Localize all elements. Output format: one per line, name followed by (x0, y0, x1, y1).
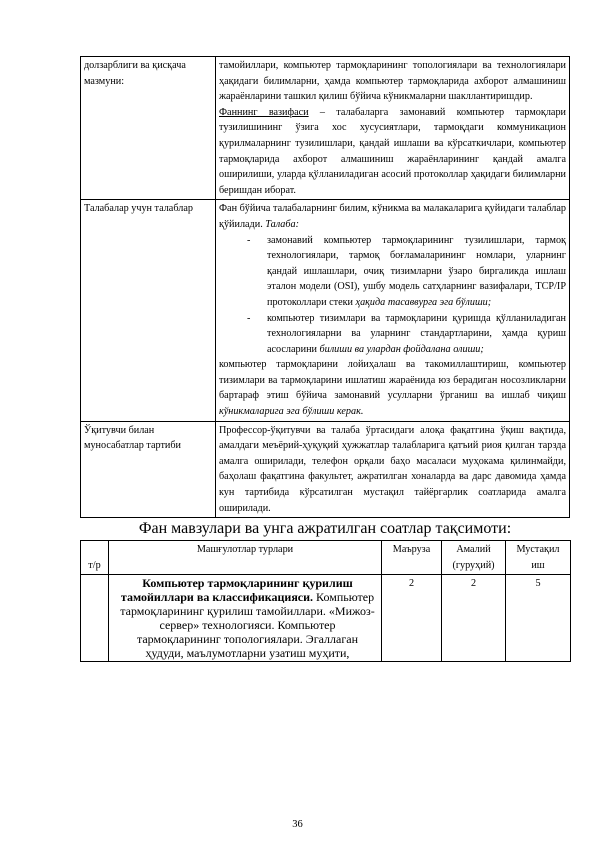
paragraph: компьютер тармоқларини лойиҳалаш ва такомиллаштириш, компьютер тизимлари ва тармоқларини ишлатиш жараёнида юз берадиган носозликларни бартараф этиш бўйича замонавий усулларни ўрганиш ва ишлаб чиқиш кўникмаларига эга бўлиши керак. (219, 359, 566, 418)
page-number: 36 (292, 819, 303, 830)
document-page (80, 56, 570, 662)
list-item: - компьютер тизимлари ва тармоқларини қуришда қўлланиладиган технологияларни ва уларнинг стандартларини, ҳамда қуриш асосларини билиши ва улардан фойдалана олиши; (247, 312, 566, 355)
row-label: Ўқитувчи билан муносабатлар тартиби (81, 421, 216, 518)
row-num (81, 575, 109, 662)
table-row (81, 575, 571, 662)
header-practice: Амалий (гуруҳий) (442, 541, 506, 575)
topic-description: Компьютер тармоқларининг қурилиш тамойиллари. «Мижоз-сервер» технологияси. Компьютер тармоқларининг топологиялари. Эгаллаган ҳудуди, маълумотларни узатиш муҳити, (120, 590, 375, 661)
header-lecture: Маъруза (382, 541, 442, 575)
row-label: Талабалар учун талаблар (81, 200, 216, 421)
topic-cell (109, 575, 382, 662)
paragraph: тамойиллари, компьютер тармоқларининг топологиялари ва технологиялари ҳақидаги билимларни, ҳамда компьютер тармоқларида ахборот алмашиниш жараёнларини ташкил қилиш бўйича кўникмаларни шакллантиришдир. (219, 60, 566, 103)
practice-hours: 2 (442, 575, 506, 662)
independent-hours: 5 (506, 575, 571, 662)
row-content (216, 200, 570, 421)
row-content (216, 57, 570, 200)
dash-bullet: - (247, 312, 251, 324)
requirements-list (219, 233, 566, 358)
header-num: т/р (81, 541, 109, 575)
table-row (81, 200, 570, 421)
term-heading: Фаннинг вазифаси (219, 106, 309, 118)
row-content: Профессор-ўқитувчи ва талаба ўртасидаги алоқа фақатгина ўқиш вақтида, амалдаги меъёрий-ҳуқуқий ҳужжатлар талабларига қатъий риоя қилган тарзда амалга оширилади, телефон орқали баҳо масаласи муҳокама қилинмайди, баҳолаш фақатгина факультет, ажратилган хоналарда ва дарс давомида ҳамда кун тартибида кўрсатилган мустақил тайёргарлик соатларида амалга оширилади. (216, 421, 570, 518)
header-independent: Мустақил иш (506, 541, 571, 575)
course-info-table (80, 56, 570, 518)
paragraph: Фан бўйича талабаларнинг билим, кўникма ва малакаларига қуйидаги талаблар қўйилади. Талаба: (219, 203, 566, 230)
table-row (81, 57, 570, 200)
distribution-caption: Фан мавзулари ва унга ажратилган соатлар тақсимоти: (138, 520, 512, 538)
dash-bullet: - (247, 234, 251, 246)
hours-distribution-table (80, 540, 571, 662)
table-row (81, 421, 570, 518)
table-header-row (81, 541, 571, 575)
topic-title: Компьютер тармоқларининг қурилиш тамойиллари ва классификацияси. (120, 576, 353, 605)
lecture-hours: 2 (382, 575, 442, 662)
header-topics: Машғулотлар турлари (109, 541, 382, 575)
list-item: - замонавий компьютер тармоқларининг тузилишлари, тармоқ технологиялари, тармоқ боғламаларининг номлари, уларнинг қандай ишлашлари, очиқ тизимларни ўзаро биргаликда ишлаш эталон модели (OSI), ушбу модель сатҳларнинг вазифалари, TCP/IP протоколлари стеки ҳақида тасаввурга эга бўлиши; (247, 234, 566, 308)
paragraph: Фаннинг вазифаси – талабаларга замонавий компьютер тармоқлари тузилишининг ўзига хос хусусиятлари, тармоқдаги коммуникацион қурилмаларнинг тузилишлари, қандай ишлаши ва кўрсаткичлари, компьютер тармоқларида ахборот алмашиниш жараёнларининг қандай амалга оширилиши, уларда қўлланиладиган асосий протоколлар ҳақидаги билимларни беришдан иборат. (219, 106, 566, 196)
row-label: долзарблиги ва қисқача мазмуни: (81, 57, 216, 200)
